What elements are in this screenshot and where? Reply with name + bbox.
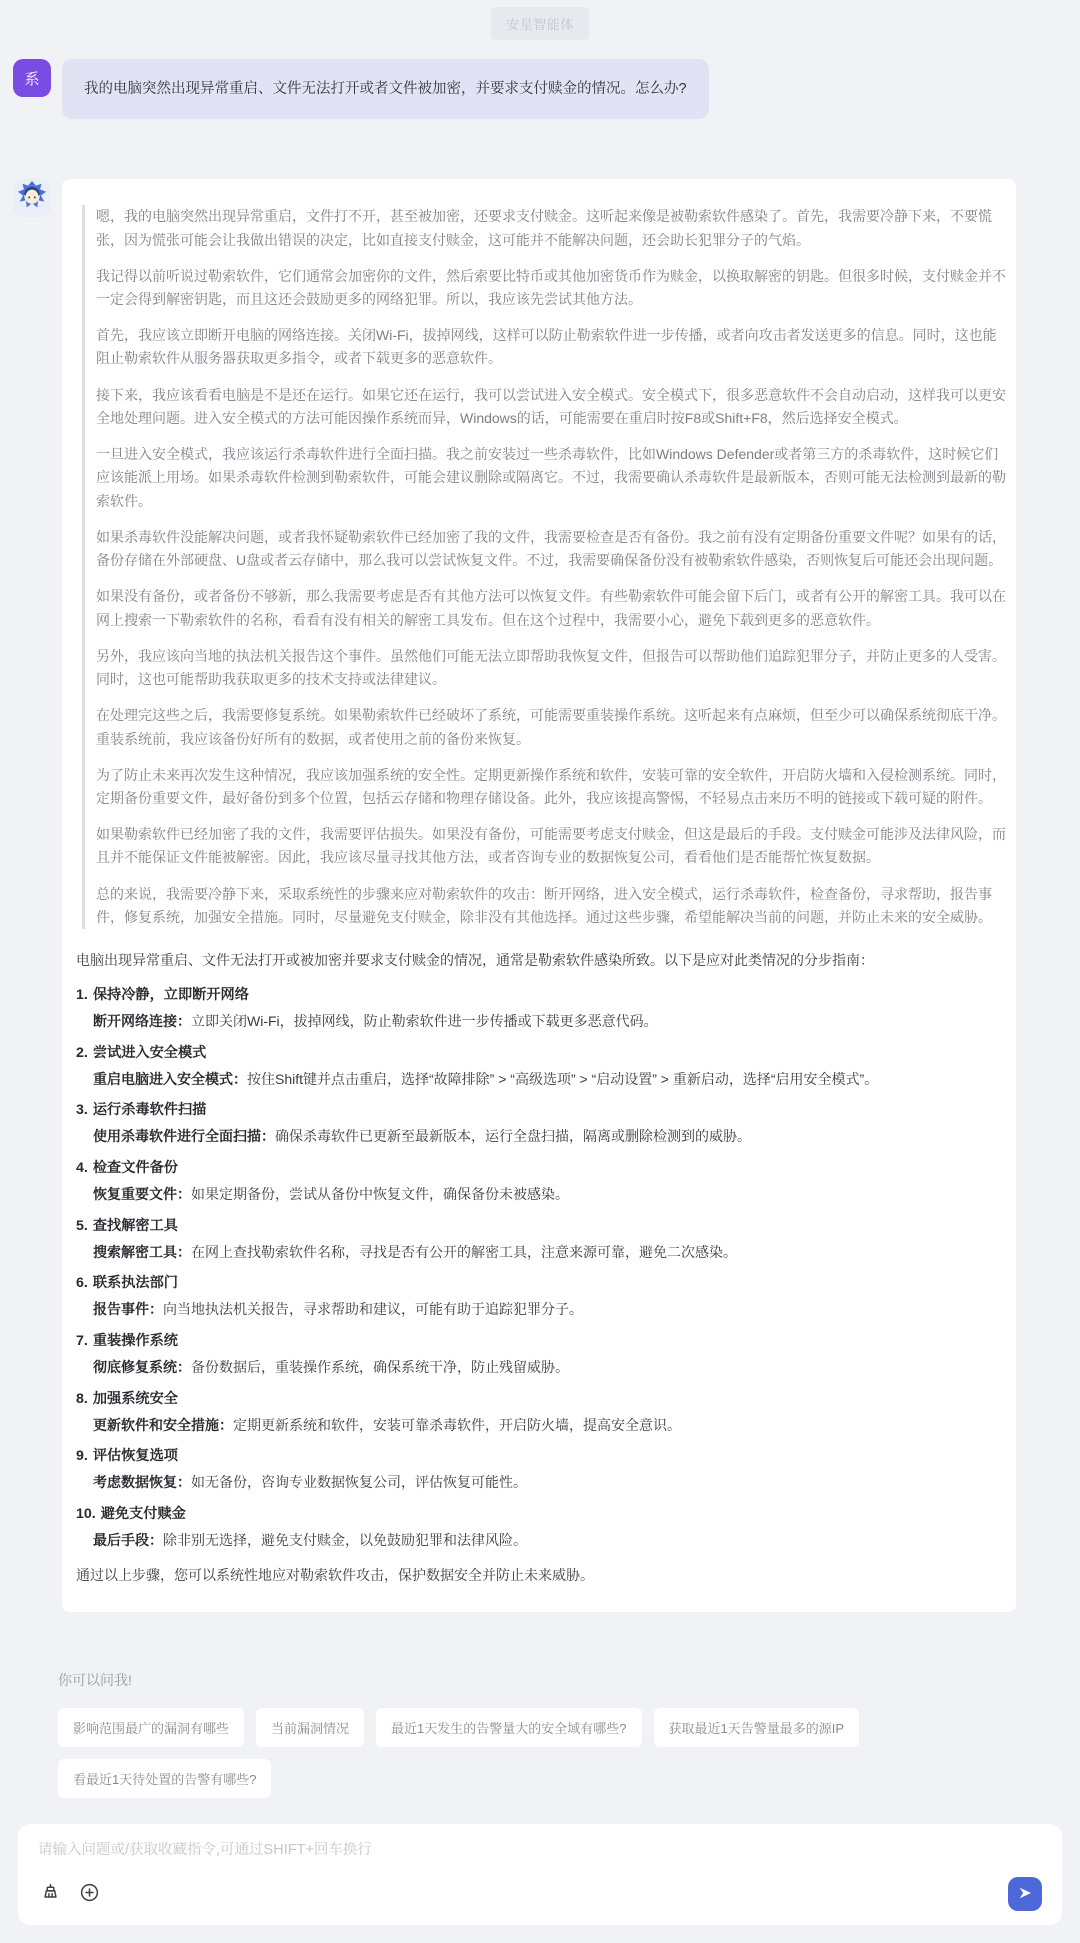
thinking-paragraph: 另外，我应该向当地的执法机关报告这个事件。虽然他们可能无法立即帮助我恢复文件，但报告可以帮助他们追踪犯罪分子，并防止更多的人受害。同时，这也可能帮助我获取更多的技术支持或法律建议。 (96, 647, 1006, 688)
step-description: 定期更新系统和软件，安装可靠杀毒软件，开启防火墙，提高安全意识。 (233, 1416, 681, 1433)
add-attachment-button[interactable] (77, 1880, 102, 1908)
step-title (76, 984, 1006, 1007)
assistant-message-row (0, 179, 1080, 1612)
composer (18, 1824, 1062, 1925)
step-description: 如果定期备份，尝试从备份中恢复文件，确保备份未被感染。 (191, 1185, 569, 1202)
step-title (76, 1042, 1006, 1065)
step-title (76, 1388, 1006, 1411)
thinking-paragraph: 总的来说，我需要冷静下来，采取系统性的步骤来应对勒索软件的攻击：断开网络，进入安全模式，运行杀毒软件，检查备份，寻求帮助，报告事件，修复系统，加强安全措施。同时，尽量避免支付赎金，除非没有其他选择。通过这些步骤，希望能解决当前的问题，并防止未来的安全威胁。 (96, 885, 992, 925)
step-title-text: 运行杀毒软件扫描 (92, 1102, 207, 1119)
step-title-text: 检查文件备份 (92, 1159, 178, 1176)
step-title-text: 尝试进入安全模式 (92, 1044, 207, 1061)
step-detail (76, 1298, 1006, 1321)
thinking-paragraph: 一旦进入安全模式，我应该运行杀毒软件进行全面扫描。我之前安装过一些杀毒软件，比如Windows Defender或者第三方的杀毒软件，这时候它们应该能派上用场。如果杀毒软件检测到勒索软件，可能会建议删除或隔离它。不过，我需要确认杀毒软件是最新版本，否则可能无法检测到最新的勒索软件。 (96, 446, 1006, 509)
composer-left-icons (38, 1880, 102, 1908)
answer-block (76, 949, 1006, 1586)
step-detail (76, 1068, 1006, 1091)
suggestion-chip[interactable]: 获取最近1天告警量最多的源IP (654, 1708, 860, 1747)
step-title-text: 重装操作系统 (92, 1332, 178, 1349)
user-message-row (0, 59, 1080, 119)
step-label: 更新软件和安全措施： (93, 1416, 233, 1433)
step-detail (76, 1529, 1006, 1552)
step-number: 2. (76, 1044, 88, 1061)
step-title (76, 1272, 1006, 1295)
step-label: 恢复重要文件： (93, 1185, 191, 1202)
thinking-paragraph: 在处理完这些之后，我需要修复系统。如果勒索软件已经破坏了系统，可能需要重装操作系统。这听起来有点麻烦，但至少可以确保系统彻底干净。重装系统前，我应该备份好所有的数据，或者使用之前的备份来恢复。 (96, 707, 1006, 747)
thinking-paragraph: 如果没有备份，或者备份不够新，那么我需要考虑是否有其他方法可以恢复文件。有些勒索软件可能会留下后门，或者有公开的解密工具。我可以在网上搜索一下勒索软件的名称，看看有没有相关的解密工具发布。但在这个过程中，我需要小心，避免下载到更多的恶意软件。 (96, 588, 1006, 628)
step-title-text: 联系执法部门 (92, 1275, 178, 1292)
step-description: 在网上查找勒索软件名称，寻找是否有公开的解密工具，注意来源可靠，避免二次感染。 (191, 1243, 737, 1260)
step-label: 报告事件： (93, 1301, 163, 1318)
step-label: 使用杀毒软件进行全面扫描： (93, 1128, 275, 1145)
thinking-paragraph: 如果杀毒软件没能解决问题，或者我怀疑勒索软件已经加密了我的文件，我需要检查是否有备份。我之前有没有定期备份重要文件呢？如果有的话，备份存储在外部硬盘、U盘或者云存储中，那么我可以尝试恢复文件。不过，我需要确保备份没有被勒索软件感染，否则恢复后可能还会出现问题。 (96, 528, 1006, 569)
step-title-text: 评估恢复选项 (92, 1448, 178, 1465)
answer-step (76, 1330, 1006, 1379)
step-number: 6. (76, 1275, 88, 1292)
answer-step (76, 1042, 1006, 1091)
answer-step (76, 984, 1006, 1033)
thinking-block (82, 205, 1006, 929)
answer-closing: 通过以上步骤，您可以系统性地应对勒索软件攻击，保护数据安全并防止未来威胁。 (76, 1566, 594, 1583)
suggestion-chip[interactable]: 最近1天发生的告警量大的安全域有哪些? (376, 1708, 641, 1747)
step-detail (76, 1414, 1006, 1437)
step-label: 彻底修复系统： (93, 1358, 191, 1375)
step-label: 考虑数据恢复： (93, 1474, 191, 1491)
clear-conversation-button[interactable] (38, 1880, 63, 1908)
step-title-text: 加强系统安全 (92, 1390, 178, 1407)
step-label: 重启电脑进入安全模式： (93, 1070, 247, 1087)
step-description: 向当地执法机关报告，寻求帮助和建议，可能有助于追踪犯罪分子。 (163, 1301, 583, 1318)
step-description: 备份数据后，重装操作系统，确保系统干净，防止残留威胁。 (191, 1358, 569, 1375)
step-description: 立即关闭Wi-Fi，拔掉网线，防止勒索软件进一步传播或下载更多恶意代码。 (191, 1012, 658, 1029)
step-number: 9. (76, 1448, 88, 1465)
suggestions-section (0, 1670, 1080, 1798)
suggestion-chip[interactable]: 看最近1天待处置的告警有哪些? (58, 1759, 271, 1798)
step-number: 10. (76, 1505, 96, 1522)
thinking-paragraph: 我记得以前听说过勒索软件，它们通常会加密你的文件，然后索要比特币或其他加密货币作为赎金，以换取解密的钥匙。但很多时候，支付赎金并不一定会得到解密钥匙，而且这还会鼓励更多的网络犯罪。所以，我应该先尝试其他方法。 (96, 267, 1006, 307)
step-description: 确保杀毒软件已更新至最新版本，运行全盘扫描，隔离或删除检测到的威胁。 (275, 1128, 751, 1145)
answer-step (76, 1215, 1006, 1264)
step-detail (76, 1241, 1006, 1264)
step-detail (76, 1356, 1006, 1379)
step-title (76, 1445, 1006, 1468)
user-avatar: 系 (13, 59, 51, 97)
answer-step (76, 1272, 1006, 1321)
step-title (76, 1330, 1006, 1353)
thinking-paragraph: 接下来，我应该看看电脑是不是还在运行。如果它还在运行，我可以尝试进入安全模式。安全模式下，很多恶意软件不会自动启动，这样我可以更安全地处理问题。进入安全模式的方法可能因操作系统而异，Windows的话，可能需要在重启时按F8或Shift+F8，然后选择安全模式。 (96, 386, 1006, 426)
assistant-avatar (13, 179, 51, 217)
step-label: 断开网络连接： (93, 1012, 191, 1029)
step-title (76, 1157, 1006, 1180)
step-description: 如无备份，咨询专业数据恢复公司，评估恢复可能性。 (191, 1474, 527, 1491)
answer-step (76, 1388, 1006, 1437)
step-detail (76, 1125, 1006, 1148)
step-title-text: 避免支付赎金 (100, 1505, 186, 1522)
suggestion-chip[interactable]: 影响范围最广的漏洞有哪些 (58, 1708, 244, 1747)
step-number: 7. (76, 1332, 88, 1349)
suggestion-chips (58, 1708, 1022, 1798)
send-button[interactable] (1008, 1877, 1042, 1911)
step-title-text: 保持冷静，立即断开网络 (92, 986, 249, 1003)
steps-list (76, 984, 1006, 1552)
answer-intro: 电脑出现异常重启、文件无法打开或被加密并要求支付赎金的情况，通常是勒索软件感染所致。以下是应对此类情况的分步指南： (76, 952, 874, 969)
assistant-mascot-icon (15, 179, 49, 217)
suggestion-chip[interactable]: 当前漏洞情况 (256, 1708, 364, 1747)
thinking-paragraph: 首先，我应该立即断开电脑的网络连接。关闭Wi-Fi，拔掉网线，这样可以防止勒索软件进一步传播，或者向攻击者发送更多的信息。同时，这也能阻止勒索软件从服务器获取更多指令，或者下载更多的恶意软件。 (96, 327, 997, 367)
step-description: 按住Shift键并点击重启，选择“故障排除” > “高级选项” > “启动设置” > 重新启动，选择“启用安全模式”。 (247, 1070, 879, 1087)
agent-badge: 安星智能体 (491, 7, 589, 40)
answer-step (76, 1099, 1006, 1148)
suggestions-label: 你可以问我! (58, 1672, 132, 1689)
message-input[interactable] (38, 1842, 1042, 1858)
step-detail (76, 1471, 1006, 1494)
send-icon (1016, 1884, 1034, 1905)
plus-circle-icon (79, 1882, 100, 1906)
step-label: 最后手段： (93, 1531, 163, 1548)
answer-step (76, 1445, 1006, 1494)
user-message-bubble: 我的电脑突然出现异常重启、文件无法打开或者文件被加密，并要求支付赎金的情况。怎么办? (62, 59, 709, 119)
broom-icon (40, 1882, 61, 1906)
thinking-paragraph: 嗯，我的电脑突然出现异常重启，文件打不开，甚至被加密，还要求支付赎金。这听起来像是被勒索软件感染了。首先，我需要冷静下来，不要慌张，因为慌张可能会让我做出错误的决定，比如直接支付赎金，这可能并不能解决问题，还会助长犯罪分子的气焰。 (96, 208, 992, 248)
thinking-paragraph: 为了防止未来再次发生这种情况，我应该加强系统的安全性。定期更新操作系统和软件，安装可靠的安全软件，开启防火墙和入侵检测系统。同时，定期备份重要文件，最好备份到多个位置，包括云存储和物理存储设备。此外，我应该提高警惕，不轻易点击来历不明的链接或下载可疑的附件。 (96, 766, 1006, 806)
step-number: 3. (76, 1102, 88, 1119)
step-number: 4. (76, 1159, 88, 1176)
answer-step (76, 1503, 1006, 1552)
step-title (76, 1099, 1006, 1122)
step-title (76, 1215, 1006, 1238)
thinking-paragraph: 如果勒索软件已经加密了我的文件，我需要评估损失。如果没有备份，可能需要考虑支付赎金，但这是最后的手段。支付赎金可能涉及法律风险，而且并不能保证文件能被解密。因此，我应该尽量寻找其他方法，或者咨询专业的数据恢复公司，看看他们是否能帮忙恢复数据。 (96, 826, 1006, 866)
step-title-text: 查找解密工具 (92, 1217, 178, 1234)
composer-toolbar (38, 1877, 1042, 1911)
step-label: 搜索解密工具： (93, 1243, 191, 1260)
step-number: 1. (76, 986, 88, 1003)
page-header (0, 0, 1080, 40)
step-number: 5. (76, 1217, 88, 1234)
step-detail (76, 1010, 1006, 1033)
step-description: 除非别无选择，避免支付赎金，以免鼓励犯罪和法律风险。 (163, 1531, 527, 1548)
step-detail (76, 1183, 1006, 1206)
assistant-message-card (62, 179, 1016, 1612)
answer-step (76, 1157, 1006, 1206)
step-number: 8. (76, 1390, 88, 1407)
step-title (76, 1503, 1006, 1526)
